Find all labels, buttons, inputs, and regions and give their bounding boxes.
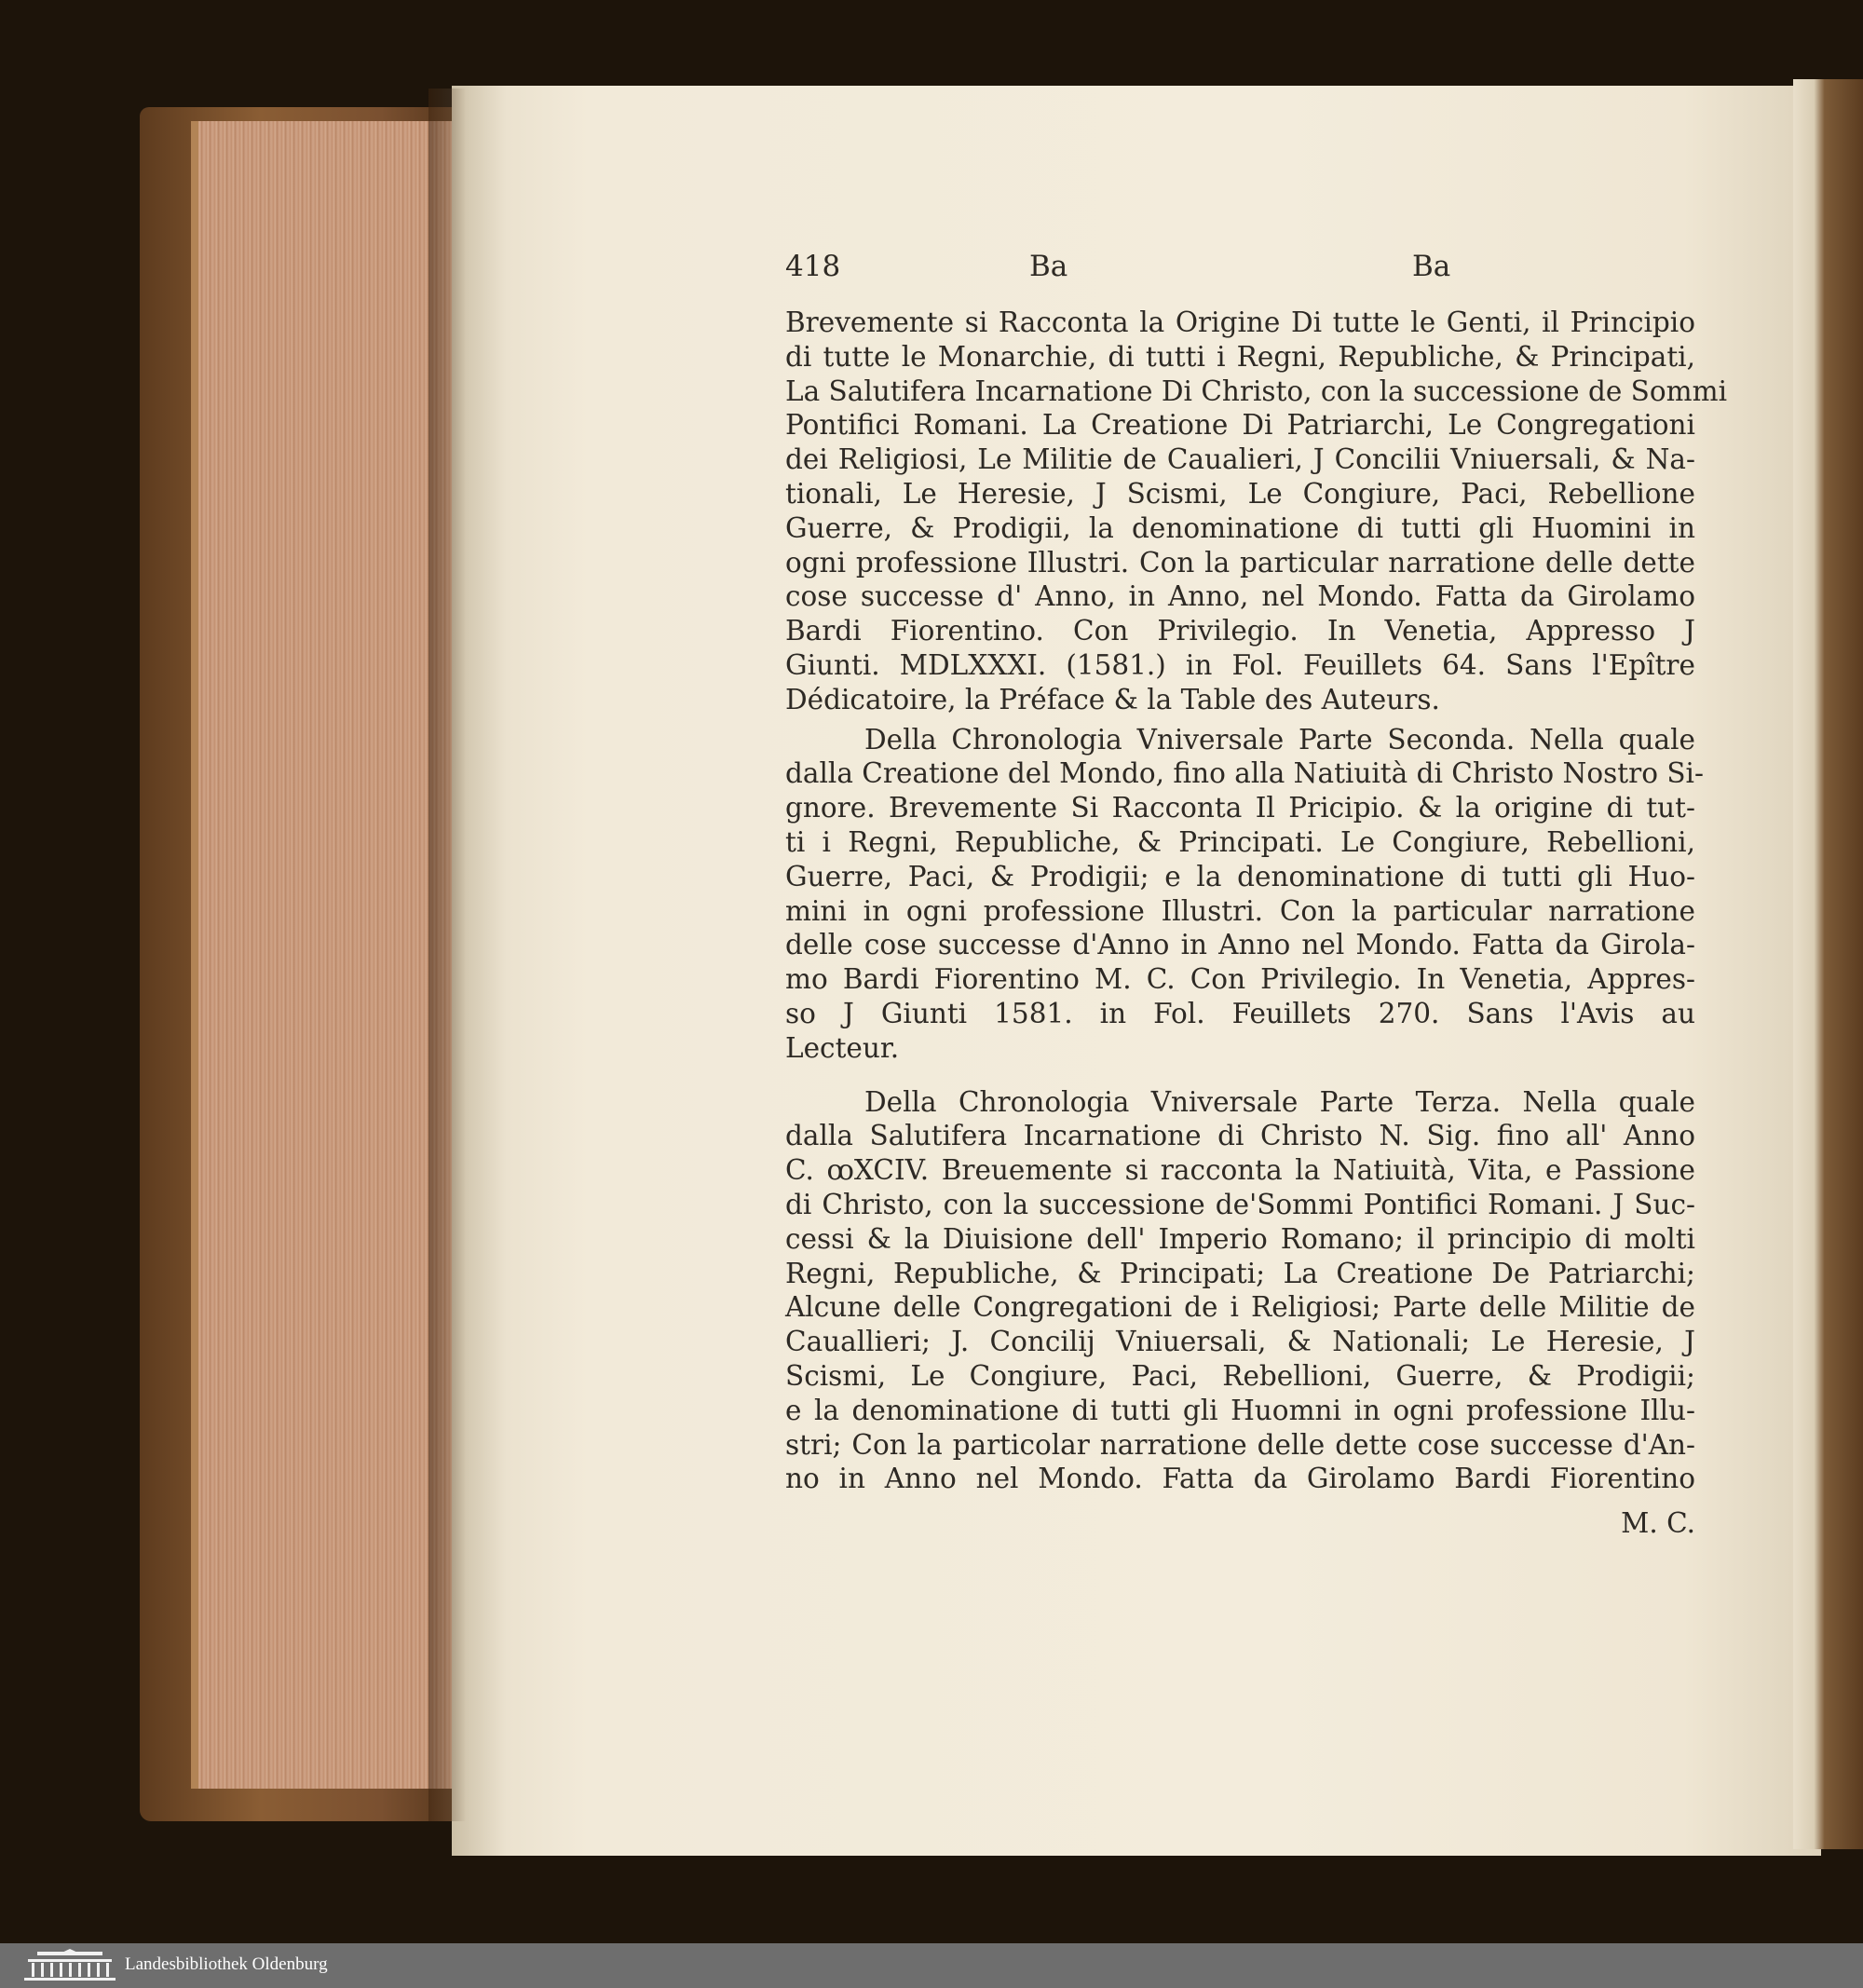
text-line: Della Chronologia Vniversale Parte Seconda. Nella quale (864, 723, 1695, 756)
paragraph-part-one (785, 306, 1728, 717)
text-line: dei Religiosi, Le Militie de Caualieri, J Concilii Vniuersali, & Na- (785, 443, 1695, 476)
text-line: ogni professione Illustri. Con la particular narratione delle dette (785, 546, 1695, 579)
text-line: mo Bardi Fiorentino M. C. Con Privilegio. In Venetia, Appres- (785, 963, 1695, 996)
text-line: cose successe d' Anno, in Anno, nel Mondo. Fatta da Girolamo (785, 580, 1695, 613)
text-line: Lecteur. (785, 1031, 900, 1064)
text-line: Giunti. MDLXXXI. (1581.) in Fol. Feuillets 64. Sans l'Epître (785, 648, 1695, 681)
library-building-icon (19, 1949, 121, 1982)
text-line: Alcune delle Congregationi de i Religiosi; Parte delle Militie de (785, 1291, 1695, 1324)
page-edges (191, 121, 469, 1789)
text-line: e la denominatione di tutti gli Huomni in ogni professione Illu- (785, 1394, 1695, 1426)
text-line: Bardi Fiorentino. Con Privilegio. In Venetia, Appresso J (785, 615, 1695, 647)
catchword: M. C. (1621, 1507, 1695, 1539)
book-cover-right (1793, 79, 1863, 1849)
footer-bar (0, 1943, 1863, 1988)
text-line: gnore. Brevemente Si Racconta Il Pricipio. & la origine di tut- (785, 792, 1695, 824)
text-line: La Salutifera Incarnatione Di Christo, con la successione de Sommi (785, 374, 1728, 407)
paragraph-part-three (785, 1085, 1695, 1497)
text-line: Della Chronologia Vniversale Parte Terza. Nella quale (864, 1085, 1695, 1118)
text-line: Brevemente si Racconta la Origine Di tutte le Genti, il Principio (785, 306, 1695, 338)
text-line: tionali, Le Heresie, J Scismi, Le Congiure, Paci, Rebellione (785, 477, 1695, 510)
text-line: di tutte le Monarchie, di tutti i Regni, Republiche, & Principati, (785, 340, 1695, 373)
text-line: no in Anno nel Mondo. Fatta da Girolamo Bardi Fiorentino (785, 1463, 1695, 1495)
text-line: mini in ogni professione Illustri. Con la particular narratione (785, 894, 1695, 927)
text-line: cessi & la Diuisione dell' Imperio Romano; il principio di molti (785, 1222, 1695, 1255)
running-head-right: Ba (1412, 250, 1451, 283)
text-line: Cauallieri; J. Concilij Vniuersali, & Nationali; Le Heresie, J (785, 1326, 1695, 1358)
text-line: di Christo, con la successione de'Sommi Pontifici Romani. J Suc- (785, 1188, 1695, 1220)
text-line: so J Giunti 1581. in Fol. Feuillets 270. Sans l'Avis au (785, 997, 1695, 1029)
text-line: Guerre, & Prodigii, la denominatione di tutti gli Huomini in (785, 511, 1695, 544)
paragraph-part-two (785, 723, 1704, 1066)
running-header (785, 250, 1486, 287)
text-line: dalla Salutifera Incarnatione di Christo N. Sig. fino all' Anno (785, 1120, 1695, 1152)
text-line: dalla Creatione del Mondo, fino alla Natiuità di Christo Nostro Si- (785, 757, 1704, 790)
text-line: Scismi, Le Congiure, Paci, Rebellioni, Guerre, & Prodigii; (785, 1359, 1695, 1392)
text-line: C. ꝏXCIV. Breuemente si racconta la Natiuità, Vita, e Passione (785, 1154, 1695, 1187)
page-body (785, 306, 1728, 1496)
text-line: Pontifici Romani. La Creatione Di Patriarchi, Le Congregationi (785, 409, 1695, 442)
running-head-center: Ba (1029, 250, 1068, 283)
page-number: 418 (785, 250, 841, 283)
text-line: Guerre, Paci, & Prodigii; e la denominatione di tutti gli Huo- (785, 860, 1695, 892)
text-line: delle cose successe d'Anno in Anno nel Mondo. Fatta da Girola- (785, 929, 1695, 961)
library-name: Landesbibliothek Oldenburg (125, 1954, 328, 1974)
text-line: ti i Regni, Republiche, & Principati. Le Congiure, Rebellioni, (785, 825, 1695, 858)
text-line: Regni, Republiche, & Principati; La Creatione De Patriarchi; (785, 1257, 1695, 1289)
text-line: stri; Con la particolar narratione delle dette cose successe d'An- (785, 1428, 1695, 1461)
page-gutter (428, 89, 466, 1821)
text-line: Dédicatoire, la Préface & la Table des Auteurs. (785, 683, 1440, 715)
